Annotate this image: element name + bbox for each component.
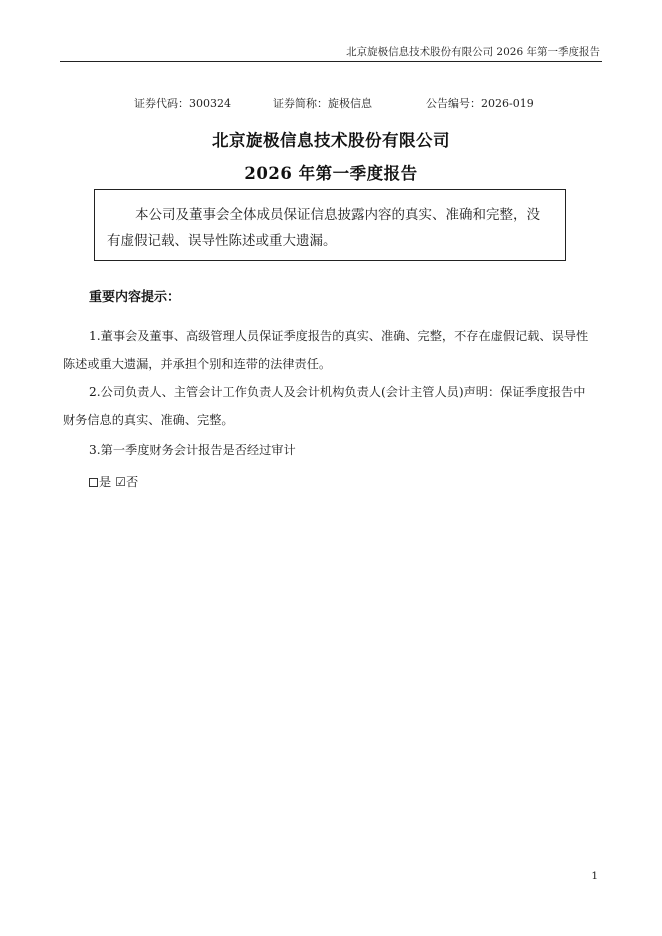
announcement-meta bbox=[0, 95, 662, 109]
audit-options bbox=[89, 473, 138, 490]
assurance-statement: 本公司及董事会全体成员保证信息披露内容的真实、准确和完整，没有虚假记载、误导性陈述或重大遗漏。 bbox=[107, 207, 540, 249]
announcement-number: 公告编号：2026-019 bbox=[426, 97, 534, 110]
notice-item-1: 1.董事会及董事、高级管理人员保证季度报告的真实、准确、完整，不存在虚假记载、误导性陈述或重大遗漏，并承担个别和连带的法律责任。 bbox=[63, 329, 589, 371]
report-title: 2026 年第一季度报告 bbox=[244, 164, 418, 183]
company-title: 北京旋极信息技术股份有限公司 bbox=[212, 131, 450, 150]
audit-yes-checkbox bbox=[89, 478, 98, 487]
notice-item-3: 3.第一季度财务会计报告是否经过审计 bbox=[89, 443, 296, 457]
assurance-statement-box bbox=[94, 189, 566, 261]
audit-no-label: 否 bbox=[126, 475, 139, 489]
header-divider bbox=[60, 61, 602, 62]
stock-short-name: 证券简称：旋极信息 bbox=[273, 97, 372, 110]
running-header: 北京旋极信息技术股份有限公司 2026 年第一季度报告 bbox=[346, 46, 600, 58]
stock-code: 证券代码：300324 bbox=[134, 97, 231, 110]
audit-yes-label: 是 bbox=[99, 475, 112, 489]
important-notice-heading: 重要内容提示： bbox=[89, 290, 181, 305]
page-number: 1 bbox=[591, 870, 598, 882]
notice-item-2: 2.公司负责人、主管会计工作负责人及会计机构负责人(会计主管人员)声明：保证季度报告中财务信息的真实、准确、完整。 bbox=[63, 385, 586, 427]
audit-no-checkbox: ☑ bbox=[115, 475, 126, 489]
